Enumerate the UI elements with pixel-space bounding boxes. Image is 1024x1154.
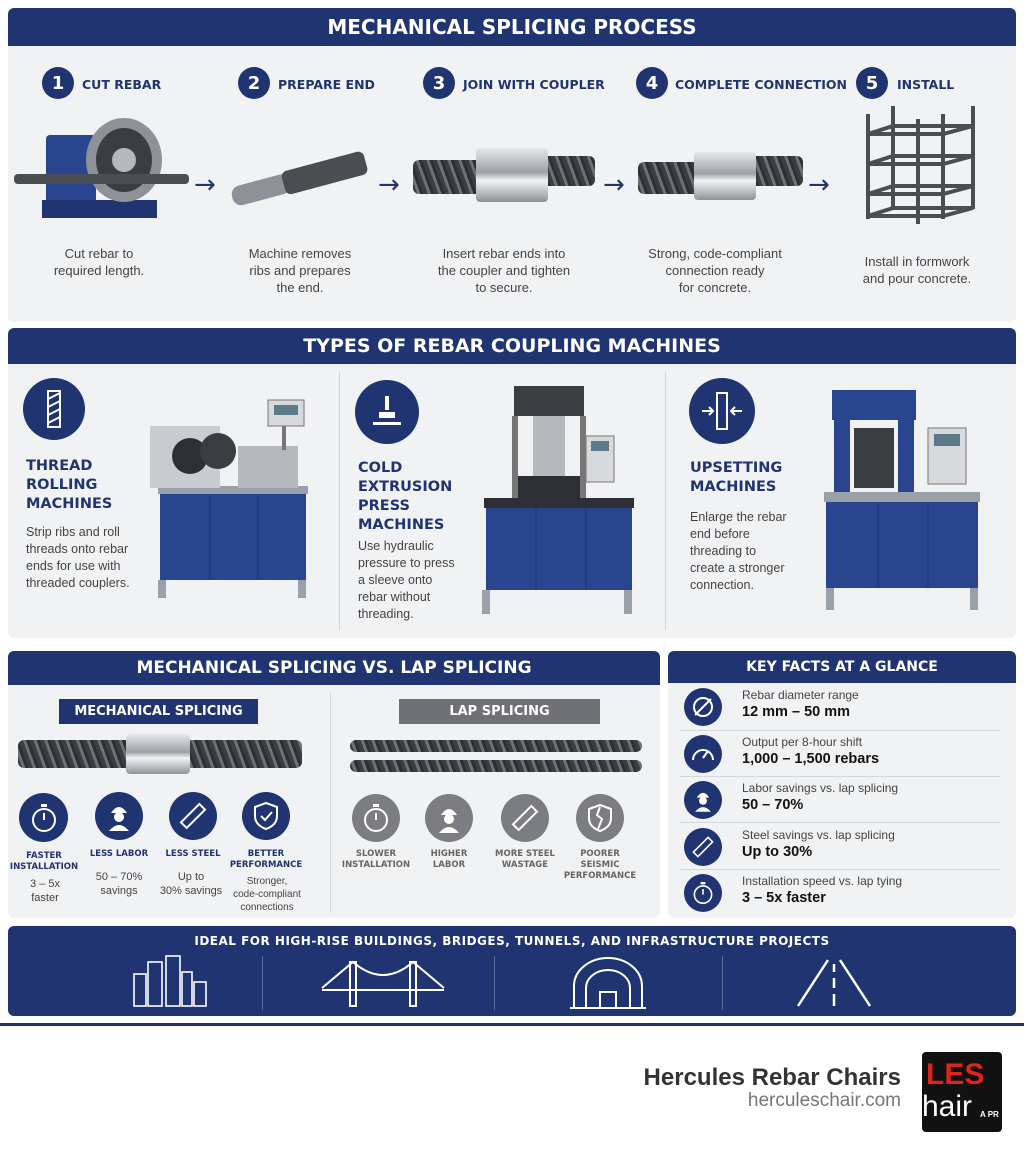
benefit-sub: 3 – 5x faster [30,878,60,904]
step-5-desc: Install in formwork and pour concrete. [862,254,972,286]
divider [494,956,495,1010]
fact-value: 12 mm – 50 mm [742,704,851,720]
drawback-label: POORER SEISMIC PERFORMANCE [563,849,637,881]
fact-value: 50 – 70% [742,797,804,813]
logo-tag: A PR [980,1110,999,1119]
step-5-title: INSTALL [897,77,955,92]
cut-machine-image [14,110,189,225]
stopwatch-icon [352,794,400,842]
fact-value: 3 – 5x faster [742,890,826,906]
coupler-image [476,148,548,202]
benefit-sub: Stronger, code-compliant connections [233,876,301,913]
fact-label: Rebar diameter range [742,688,859,702]
rebar-cage-image [848,104,1008,234]
cold-extrusion-desc: Use hydraulic pressure to press a sleeve onto rebar without threading. [358,539,455,621]
fact-value: Up to 30% [742,844,813,860]
divider [680,822,1000,823]
rebar-right [540,156,595,186]
rebar-right [748,156,803,186]
benefit-label: BETTER PERFORMANCE [229,849,303,870]
road-icon [794,958,874,1008]
footer-url[interactable]: herculeschair.com [747,1090,901,1111]
step-3-desc: Insert rebar ends into the coupler and tighten to secure. [437,246,571,295]
stopwatch-icon [19,793,68,842]
diameter-icon [684,688,722,726]
step-4-number: 4 [636,67,668,99]
thread-rolling-machine-image [148,396,314,602]
lap-rebar-bottom [350,760,642,772]
footer-brand: Hercules Rebar Chairs [643,1064,901,1091]
arrow-right-icon: → [378,170,400,200]
facts-banner: KEY FACTS AT A GLANCE [668,651,1016,683]
benefit-label: FASTER INSTALLATION [9,851,79,872]
lap-rebar-top [350,740,642,752]
upsetting-icon [689,378,755,444]
mechanical-rebar-left [18,740,138,768]
benefit-sub: Up to 30% savings [159,871,223,897]
fact-label: Labor savings vs. lap splicing [742,781,899,795]
step-4-title: COMPLETE CONNECTION [675,77,848,92]
fact-row [680,824,1000,870]
divider [330,693,331,913]
rebar-icon [169,792,217,840]
mechanical-rebar-right [186,740,302,768]
thread-rolling-desc: Strip ribs and roll threads onto rebar ends for use with threaded couplers. [26,525,130,590]
fact-label: Installation speed vs. lap tying [742,874,903,888]
upsetting-title: UPSETTING MACHINES [690,460,783,495]
coupler-image [694,152,756,200]
process-banner: MECHANICAL SPLICING PROCESS [8,8,1016,46]
machines-banner: TYPES OF REBAR COUPLING MACHINES [8,328,1016,364]
step-5-number: 5 [856,67,888,99]
fact-row [680,684,1000,730]
fact-label: Steel savings vs. lap splicing [742,828,895,842]
arrow-right-icon: → [603,170,625,200]
broken-shield-icon [576,794,624,842]
mechanical-coupler [126,734,190,774]
drawback-label: MORE STEEL WASTAGE [495,849,555,870]
worker-icon [95,792,143,840]
lap-splicing-label: LAP SPLICING [399,699,600,724]
logo [922,1052,1002,1132]
press-icon [355,380,419,444]
logo-line-1: LES [926,1058,985,1091]
benefit-sub: 50 – 70% savings [95,871,143,897]
stopwatch-icon [684,874,722,912]
bridge-icon [320,958,446,1008]
drawback-label: SLOWER INSTALLATION [341,849,411,870]
cold-extrusion-machine-image [478,384,638,616]
fact-row [680,731,1000,777]
step-1-desc: Cut rebar to required length. [53,246,145,278]
step-2-desc: Machine removes ribs and prepares the end. [248,246,352,295]
logo-line-2: hair [922,1090,973,1123]
rebar-thread-icon [23,378,85,440]
step-3-title: JOIN WITH COUPLER [463,77,605,92]
fact-label: Output per 8-hour shift [742,735,863,749]
benefit-label: LESS LABOR [89,849,149,859]
upsetting-machine-image [822,388,982,612]
ideal-title: IDEAL FOR HIGH-RISE BUILDINGS, BRIDGES, TUNNELS, AND INFRASTRUCTURE PROJECTS [194,934,830,948]
divider [339,372,340,630]
upsetting-desc: Enlarge the rebar end before threading to create a stronger connection. [690,510,787,592]
fact-row [680,870,1000,916]
worker-icon [684,781,722,819]
buildings-icon [130,954,210,1008]
fact-row [680,777,1000,823]
step-2-title: PREPARE END [278,77,375,92]
step-2-number: 2 [238,67,270,99]
step-4-desc: Strong, code-compliant connection ready for concrete. [648,246,782,295]
cold-extrusion-title: COLD EXTRUSION PRESS MACHINES [358,460,453,533]
gauge-icon [684,735,722,773]
rebar-icon [501,794,549,842]
comparison-banner: MECHANICAL SPLICING VS. LAP SPLICING [8,651,660,685]
step-1-number: 1 [42,67,74,99]
benefit-label: LESS STEEL [165,849,221,859]
divider [262,956,263,1010]
drawback-label: HIGHER LABOR [430,849,468,870]
shield-check-icon [242,792,290,840]
arrow-right-icon: → [808,170,830,200]
prepared-rebar-image [228,150,368,210]
thread-rolling-title: THREAD ROLLING MACHINES [26,458,113,512]
step-3-number: 3 [423,67,455,99]
worker-icon [425,794,473,842]
rebar-icon [684,828,722,866]
fact-value: 1,000 – 1,500 rebars [742,751,880,767]
divider [665,372,666,630]
divider [722,956,723,1010]
mechanical-splicing-label: MECHANICAL SPLICING [59,699,258,724]
arrow-right-icon: → [194,170,216,200]
footer-rule [0,1023,1024,1026]
step-1-title: CUT REBAR [82,77,162,92]
tunnel-icon [568,956,648,1010]
